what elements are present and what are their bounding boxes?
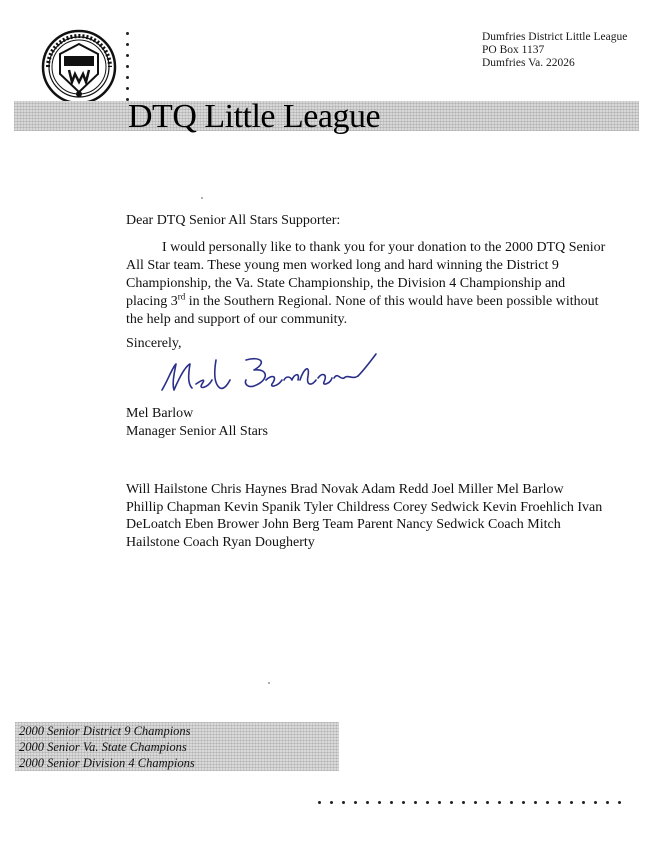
paragraph-superscript: rd: [177, 291, 186, 302]
little-league-logo-icon: [40, 28, 118, 106]
signer-name: Mel Barlow: [126, 406, 194, 421]
champions-line-state: 2000 Senior Va. State Champions: [19, 740, 187, 754]
scan-speck: [268, 682, 270, 684]
letter-paragraph: [126, 239, 606, 329]
champions-box: [15, 722, 339, 771]
address-line-org: Dumfries District Little League: [482, 31, 628, 43]
champions-line-division: 2000 Senior Division 4 Champions: [19, 756, 195, 770]
handwritten-signature: [150, 350, 380, 398]
letterhead-title: DTQ Little League: [128, 98, 381, 135]
closing: Sincerely,: [126, 336, 182, 351]
horizontal-dot-divider: [318, 801, 638, 805]
return-address: [482, 31, 627, 70]
paragraph-text-2: in the Southern Regional. None of this would have been possible without the help and support of our community.: [126, 294, 599, 327]
scan-speck: [201, 197, 203, 199]
address-line-city: Dumfries Va. 22026: [482, 57, 575, 69]
champions-line-district: 2000 Senior District 9 Champions: [19, 724, 191, 738]
signer-title: Manager Senior All Stars: [126, 424, 268, 439]
team-roster: Will Hailstone Chris Haynes Brad Novak Adam Redd Joel Miller Mel Barlow Phillip Chapman Kevin Spanik Tyler Childress Corey Sedwick Kevin Froehlich Ivan DeLoatch Eben Brower John Berg Team Parent Nancy Sedwick Coach Mitch Hailstone Coach Ryan Dougherty: [126, 482, 603, 550]
salutation: Dear DTQ Senior All Stars Supporter:: [126, 213, 341, 228]
address-line-pobox: PO Box 1137: [482, 44, 545, 56]
paragraph-text-1: I would personally like to thank you for your donation to the 2000 DTQ Senior All Star team. These young men worked long and hard winning the District 9 Championship, the Va. State Championship, the Division 4 Championship and placing 3: [126, 240, 606, 309]
